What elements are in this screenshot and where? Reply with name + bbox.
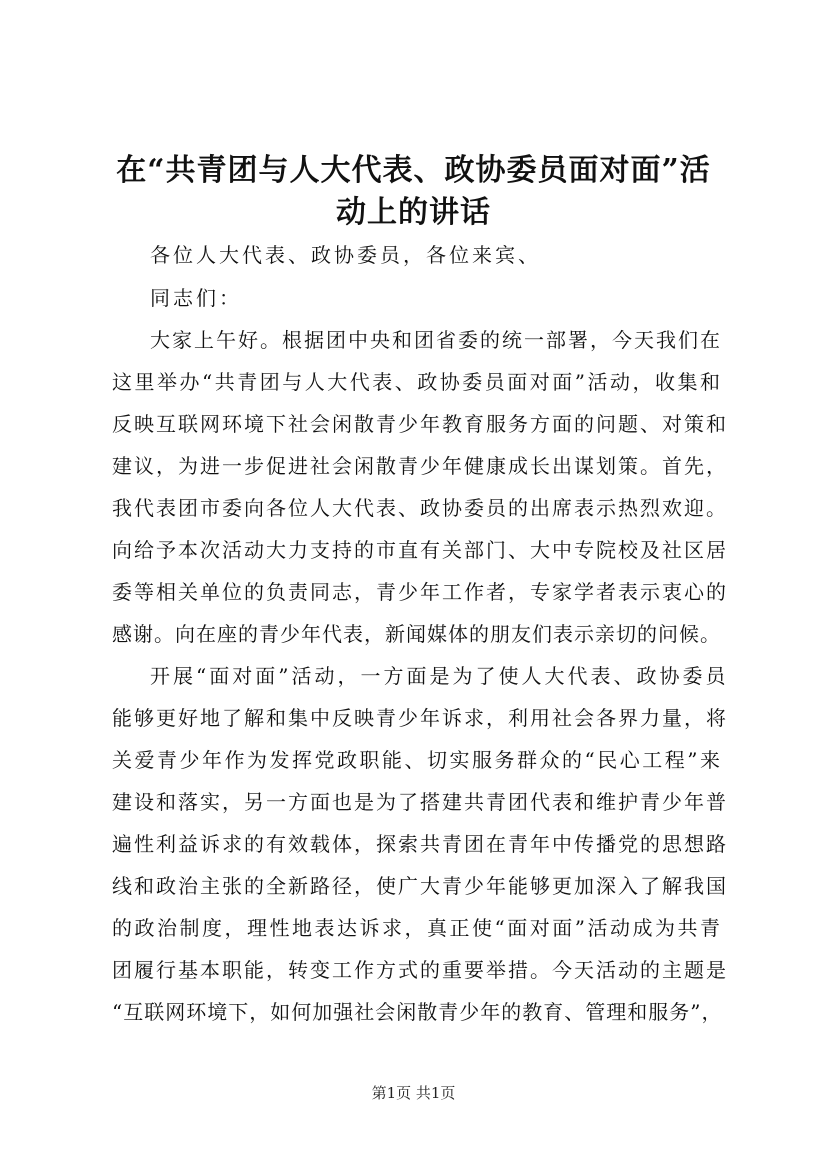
- paragraph-1-line: 我代表团市委向各位人大代表、政协委员的出席表示热烈欢迎。: [112, 496, 728, 520]
- paragraph-2-line: 开展“面对面”活动，一方面是为了使人大代表、政协委员: [150, 664, 729, 688]
- paragraph-2-line: 团履行基本职能，转变工作方式的重要举措。今天活动的主题是: [112, 958, 728, 982]
- page-footer: 第1页 共1页: [371, 1084, 456, 1102]
- paragraph-2-line: 建设和落实，另一方面也是为了搭建共青团代表和维护青少年普: [112, 790, 728, 814]
- paragraph-2-line: 的政治制度，理性地表达诉求，真正使“面对面”活动成为共青: [112, 916, 723, 940]
- document-title-line-1: 在“共青团与人大代表、政协委员面对面”活: [116, 153, 711, 188]
- document-title-line-2: 动上的讲话: [336, 195, 491, 230]
- paragraph-1-line: 这里举办“共青团与人大代表、政协委员面对面”活动，收集和: [112, 370, 723, 394]
- paragraph-1-line: 向给予本次活动大力支持的市直有关部门、大中专院校及社区居: [112, 538, 728, 562]
- paragraph-1-line: 感谢。向在座的青少年代表，新闻媒体的朋友们表示亲切的问候。: [112, 622, 721, 646]
- paragraph-1-line: 反映互联网环境下社会闲散青少年教育服务方面的问题、对策和: [112, 412, 728, 436]
- salutation-line-2: 同志们：: [150, 286, 242, 310]
- paragraph-2-line: 关爱青少年作为发挥党政职能、切实服务群众的“民心工程”来: [112, 748, 723, 772]
- paragraph-2-line: “互联网环境下，如何加强社会闲散青少年的教育、管理和服务”，: [112, 1000, 723, 1024]
- paragraph-2-line: 遍性利益诉求的有效载体，探索共青团在青年中传播党的思想路: [112, 832, 728, 856]
- paragraph-2-line: 线和政治主张的全新路径，使广大青少年能够更加深入了解我国: [112, 874, 728, 898]
- paragraph-1-line: 建议，为进一步促进社会闲散青少年健康成长出谋划策。首先，: [112, 454, 728, 478]
- paragraph-1-line: 委等相关单位的负责同志，青少年工作者，专家学者表示衷心的: [112, 580, 728, 604]
- paragraph-1-line: 大家上午好。根据团中央和团省委的统一部署，今天我们在: [150, 328, 722, 352]
- salutation-line-1: 各位人大代表、政协委员，各位来宾、: [150, 243, 541, 267]
- paragraph-2-line: 能够更好地了解和集中反映青少年诉求，利用社会各界力量，将: [112, 706, 728, 730]
